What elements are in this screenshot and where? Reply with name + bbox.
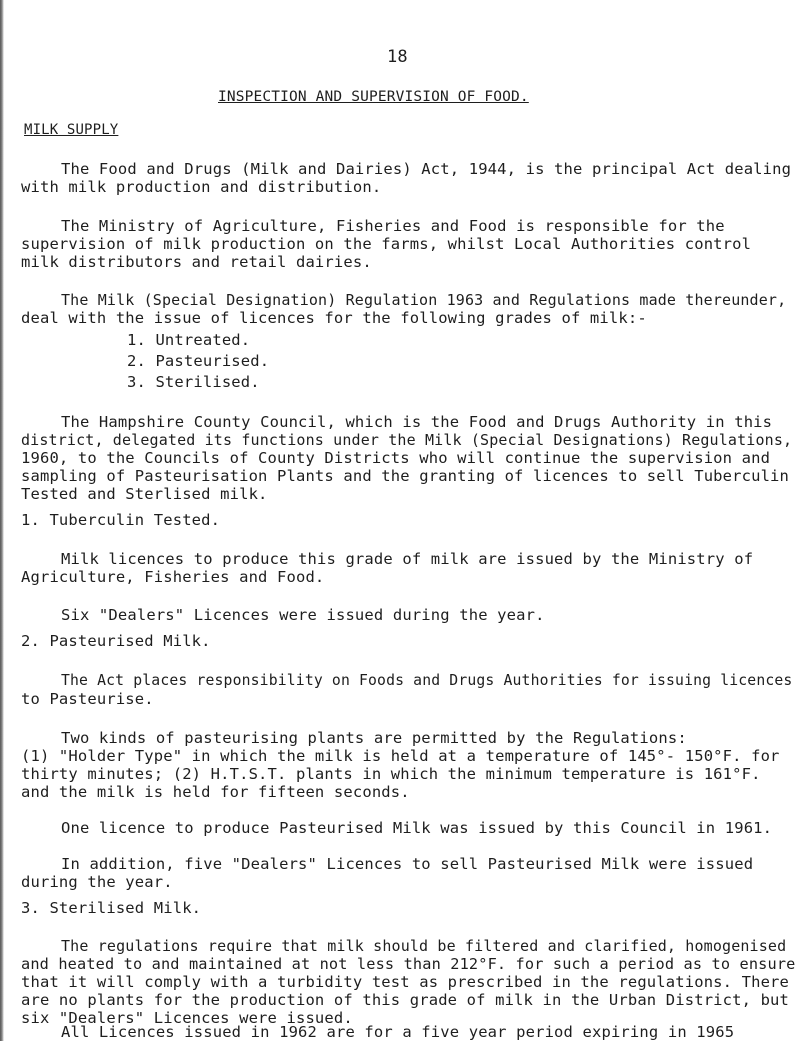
section-title-tuberculin: 1. Tuberculin Tested.: [21, 511, 221, 529]
paragraph-line: thirty minutes; (2) H.T.S.T. plants in which the minimum temperature is 161°F.: [21, 765, 761, 783]
paragraph-line: district, delegated its functions under the Milk (Special Designations) Regulations,: [21, 431, 793, 449]
paragraph-line: (1) "Holder Type" in which the milk is held at a temperature of 145°- 150°F. for: [21, 747, 780, 765]
paragraph-line: supervision of milk production on the farms, whilst Local Authorities control: [21, 235, 752, 253]
paragraph-line: to Pasteurise.: [21, 690, 154, 708]
paragraph-line: are no plants for the production of this grade of milk in the Urban District, but: [21, 991, 790, 1009]
paragraph-line: The Milk (Special Designation) Regulation 1963 and Regulations made thereunder,: [61, 291, 787, 309]
paragraph-line: The Ministry of Agriculture, Fisheries and Food is responsible for the: [61, 217, 725, 235]
paragraph-line: Milk licences to produce this grade of milk are issued by the Ministry of: [61, 550, 754, 568]
paragraph-line: during the year.: [21, 873, 173, 891]
paragraph-line: with milk production and distribution.: [21, 178, 382, 196]
paragraph-line: milk distributors and retail dairies.: [21, 253, 372, 271]
paragraph-line: All Licences issued in 1962 are for a five year period expiring in 1965: [61, 1023, 735, 1041]
paragraph-line: sampling of Pasteurisation Plants and the granting of licences to sell Tuberculin: [21, 467, 790, 485]
paragraph-line: 1960, to the Councils of County Districts who will continue the supervision and: [21, 449, 771, 467]
grade-list-item: 2. Pasteurised.: [127, 352, 270, 370]
paragraph-line: The Hampshire County Council, which is the Food and Drugs Authority in this: [61, 413, 773, 431]
page-number: 18: [387, 47, 408, 67]
section-subheading: MILK SUPPLY: [24, 122, 119, 138]
section-title-sterilised: 3. Sterilised Milk.: [21, 899, 202, 917]
paragraph-line: The regulations require that milk should be filtered and clarified, homogenised: [61, 937, 787, 955]
paragraph-line: Two kinds of pasteurising plants are permitted by the Regulations:: [61, 729, 687, 747]
paragraph-line: The Food and Drugs (Milk and Dairies) Act, 1944, is the principal Act dealing: [61, 160, 792, 178]
paragraph-line: that it will comply with a turbidity test as prescribed in the regulations. There: [21, 973, 790, 991]
grade-list-item: 1. Untreated.: [127, 331, 251, 349]
grade-list-item: 3. Sterilised.: [127, 373, 260, 391]
paragraph-line: The Act places responsibility on Foods and Drugs Authorities for issuing licences: [61, 672, 793, 689]
paragraph-line: In addition, five "Dealers" Licences to sell Pasteurised Milk were issued: [61, 855, 754, 873]
paragraph-line: Agriculture, Fisheries and Food.: [21, 568, 325, 586]
paragraph-line: One licence to produce Pasteurised Milk was issued by this Council in 1961.: [61, 819, 773, 837]
page-binding-edge: [0, 0, 4, 1041]
paragraph-line: Six "Dealers" Licences were issued during the year.: [61, 606, 545, 624]
section-title-pasteurised: 2. Pasteurised Milk.: [21, 632, 211, 650]
paragraph-line: and heated to and maintained at not less than 212°F. for such a period as to ensure: [21, 955, 796, 973]
paragraph-line: deal with the issue of licences for the following grades of milk:-: [21, 309, 647, 327]
paragraph-line: and the milk is held for fifteen seconds.: [21, 783, 410, 801]
paragraph-line: Tested and Sterlised milk.: [21, 485, 268, 503]
page-heading: INSPECTION AND SUPERVISION OF FOOD.: [218, 89, 529, 105]
paragraph-line: six "Dealers" Licences were issued.: [21, 1009, 353, 1027]
